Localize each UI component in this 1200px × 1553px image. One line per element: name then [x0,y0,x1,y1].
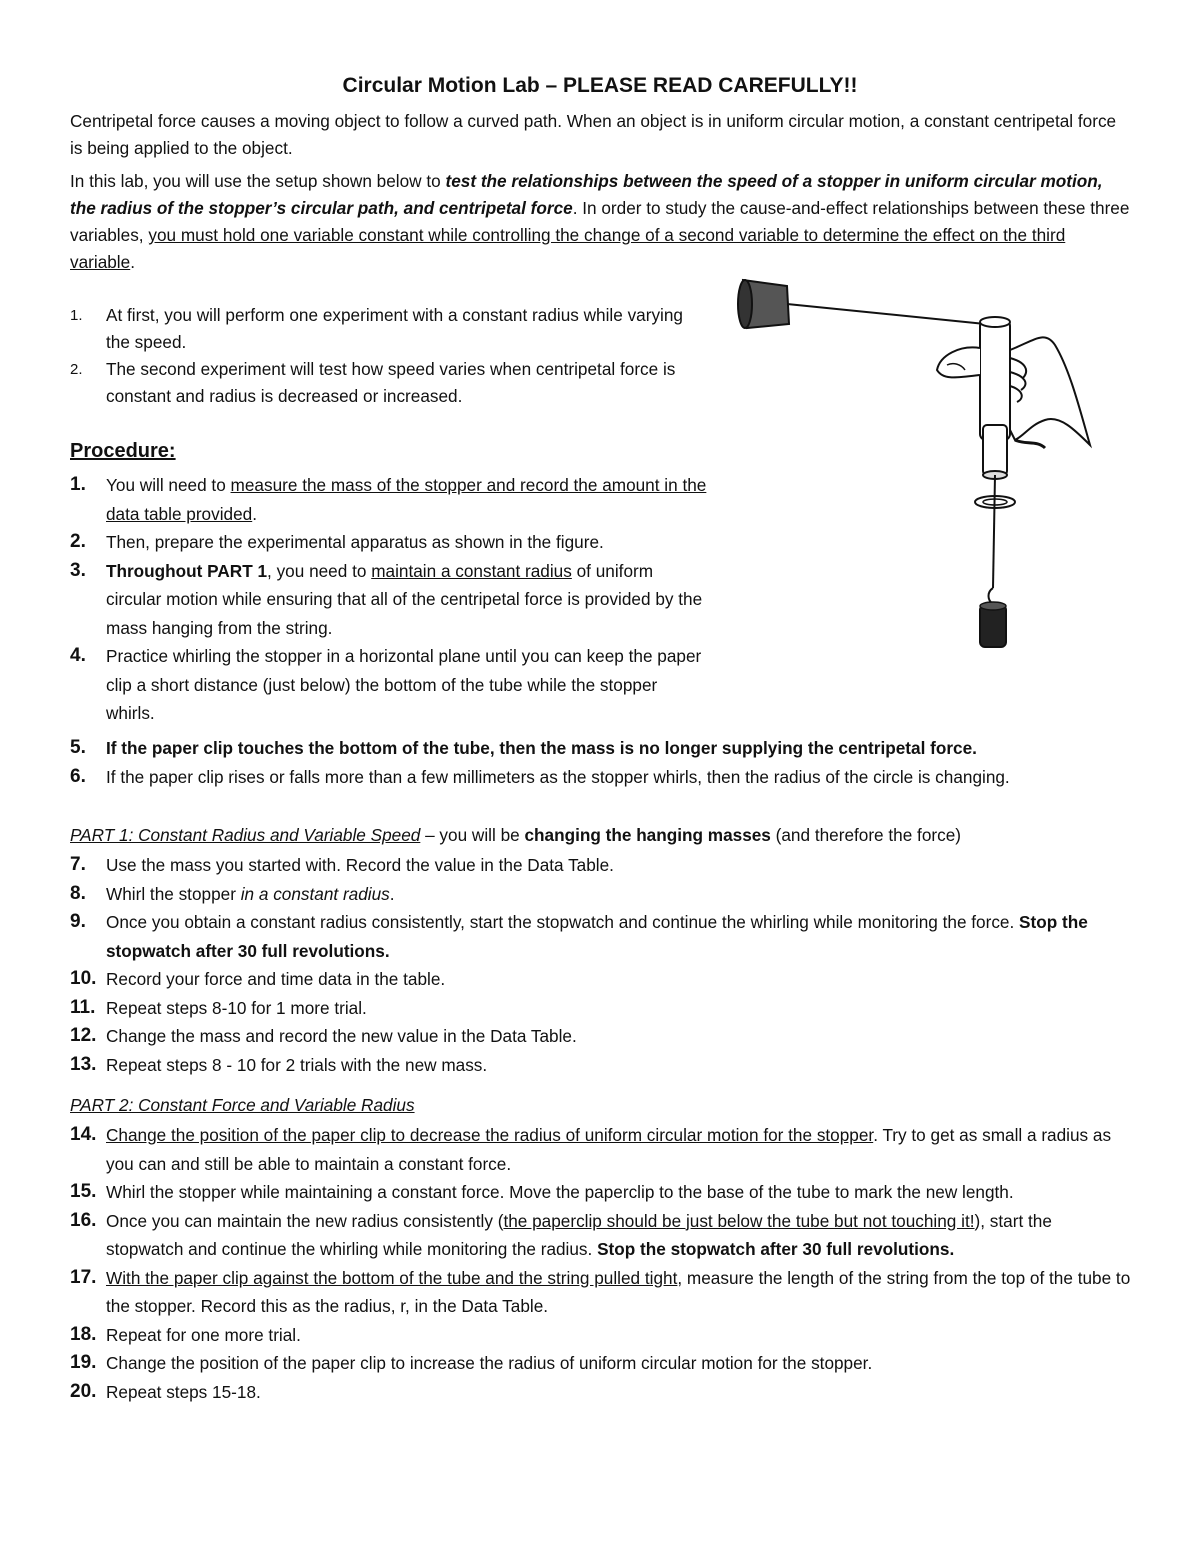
apparatus-figure [725,270,1100,660]
page-title: Circular Motion Lab – PLEASE READ CAREFULLY!! [342,74,858,97]
tube-top [980,317,1010,327]
hanging-mass-top [980,602,1006,610]
step-text: Practice whirling the stopper in a horizontal plane until you can keep the paper clip a short distance (just below) the bottom of the tube while the stopper whirls. [106,646,702,723]
step-text: . [252,503,257,524]
intro2-text-c: . In order to study the cause-and-effect relationships between these three variables, [70,198,1130,245]
step-number: 3. [70,559,86,581]
step-text: If the paper clip rises or falls more than a few millimeters as the stopper whirls, then the radius of the circle is changing. [106,766,1010,787]
step-underlined: the paperclip should be just below the tube but not touching it! [503,1210,975,1231]
step-text: Whirl the stopper [106,883,241,904]
step-10 [70,965,1132,994]
hand-outline-right [1010,337,1090,445]
step-9 [70,908,1132,965]
step-16 [70,1207,1132,1264]
intro-list [70,302,710,410]
step-text: , measure the length of the string from the top of the tube to the stopper. Record this as the radius, r, in the Data Table. [106,1267,1131,1316]
step-number: 15. [70,1181,97,1202]
step-italic: in a constant radius [240,883,390,904]
procedure-steps-top [70,471,710,728]
step-number: 16. [70,1209,97,1231]
part-1-label [70,822,961,849]
step-text: Change the mass and record the new value in the Data Table. [106,1026,577,1046]
step-number: 2. [70,531,86,552]
step-number: 14. [70,1124,97,1145]
step-2 [70,528,710,557]
stopper-face [738,280,752,328]
step-number: 7. [70,854,86,875]
tube-lower [983,425,1007,475]
intro-paragraph-2 [70,168,1132,276]
glass-tube [980,320,1010,440]
step-underlined: maintain a constant radius [371,560,572,581]
step-18 [70,1321,1132,1350]
step-bold: Stop the stopwatch after 30 full revolutions. [597,1239,955,1259]
step-text: Repeat steps 8 - 10 for 2 trials with the new mass. [106,1054,488,1075]
thumb [937,347,980,377]
step-number: 19. [70,1352,97,1373]
intro-list-text: The second experiment will test how speed varies when centripetal force is constant and radius is decreased or increased. [106,359,676,406]
horizontal-string [787,304,995,325]
intro2-emphasis: test the relationships between the speed of a stopper in uniform circular motion, the radius of the stopper’s circular path, and centripetal force [70,171,1103,218]
step-8 [70,880,1132,909]
step-6 [70,763,1132,792]
step-underlined: With the paper clip against the bottom of the tube and the string pulled tight [106,1267,678,1288]
whirling-stopper-illustration [725,270,1100,660]
intro-list-number: 2. [70,361,83,378]
wrist-shadow [1015,440,1045,448]
step-14 [70,1121,1132,1178]
step-bold: If the paper clip touches the bottom of the tube, then the mass is no longer supplying the centripetal force. [106,738,977,758]
part-1-text: (and therefore the force) [770,825,961,845]
step-text: Then, prepare the experimental apparatus as shown in the figure. [106,532,604,552]
part-1-title: PART 1: Constant Radius and Variable Speed [70,825,421,845]
step-15 [70,1178,1132,1207]
step-19 [70,1349,1132,1378]
step-number: 17. [70,1266,97,1288]
step-7 [70,851,1132,880]
step-text: Once you obtain a constant radius consistently, start the stopwatch and continue the whirling while monitoring the force. [106,912,1020,932]
step-3 [70,557,710,643]
step-number: 10. [70,968,97,989]
intro-list-item [70,302,710,356]
step-text: Record your force and time data in the table. [106,969,446,989]
step-text: You will need to [106,475,231,495]
step-bold: Stop the stopwatch after 30 full revolutions. [106,912,1088,961]
step-text: , you need to [267,560,372,581]
procedure-steps-middle [70,734,1132,791]
step-text: . Try to get as small a radius as you can and still be able to maintain a constant force. [106,1125,1112,1174]
step-1 [70,471,710,528]
step-underlined: Change the position of the paper clip to decrease the radius of uniform circular motion for the stopper [106,1125,874,1145]
hanging-mass [980,605,1006,647]
intro-list-item [70,356,710,410]
step-text: Once you can maintain the new radius consistently ( [106,1210,504,1231]
step-text: Whirl the stopper while maintaining a constant force. Move the paperclip to the base of the tube to mark the new length. [106,1182,1014,1202]
step-text: Change the position of the paper clip to increase the radius of uniform circular motion for the stopper. [106,1353,873,1373]
step-number: 1. [70,474,86,495]
intro-paragraph-1: Centripetal force causes a moving object to follow a curved path. When an object is in uniform circular motion, a constant centripetal force is being applied to the object. [70,111,1117,158]
part-1-bold: changing the hanging masses [524,825,771,845]
intro-list-number: 1. [70,307,83,324]
step-number: 12. [70,1025,97,1046]
step-number: 11. [70,996,96,1018]
step-11 [70,994,1132,1023]
procedure-steps-part2 [70,1121,1132,1406]
step-text: Use the mass you started with. Record the value in the Data Table. [106,855,614,875]
procedure-heading: Procedure: [70,440,176,462]
step-underlined: measure the mass of the stopper and record the amount in the data table provided [106,475,707,524]
intro-list-text: At first, you will perform one experiment with a constant radius while varying the speed. [106,305,683,352]
step-text: of uniform circular motion while ensuring that all of the centripetal force is provided by the mass hanging from the string. [106,560,703,638]
step-text: . [389,883,395,904]
intro2-text-a: In this lab, you will use the setup shown below to [70,171,446,191]
step-13 [70,1051,1132,1080]
intro2-text-e: . [130,252,135,272]
step-12 [70,1022,1132,1051]
step-text: ), start the stopwatch and continue the whirling while monitoring the radius. [106,1210,1052,1259]
step-number: 20. [70,1380,97,1402]
intro2-underlined: you must hold one variable constant while controlling the change of a second variable to determine the effect on the third variable [70,225,1066,272]
step-text: Repeat for one more trial. [106,1324,301,1345]
step-number: 4. [70,645,86,666]
part-2-title: PART 2: Constant Force and Variable Radius [70,1095,415,1115]
step-number: 9. [70,911,86,932]
step-5 [70,734,1132,763]
step-number: 18. [70,1323,97,1345]
step-bold: Throughout PART 1 [106,560,268,581]
step-20 [70,1378,1132,1407]
part-2-label [70,1092,415,1119]
step-text: Repeat steps 8-10 for 1 more trial. [106,997,367,1018]
step-number: 5. [70,737,86,758]
fingers [1010,358,1026,402]
step-text: Repeat steps 15-18. [106,1381,261,1402]
part-1-text: – you will be [420,825,525,845]
procedure-steps-part1 [70,851,1132,1079]
step-number: 13. [70,1053,97,1075]
step-number: 6. [70,765,86,787]
step-number: 8. [70,882,86,904]
step-17 [70,1264,1132,1321]
vertical-string [993,475,995,588]
step-4 [70,642,710,728]
